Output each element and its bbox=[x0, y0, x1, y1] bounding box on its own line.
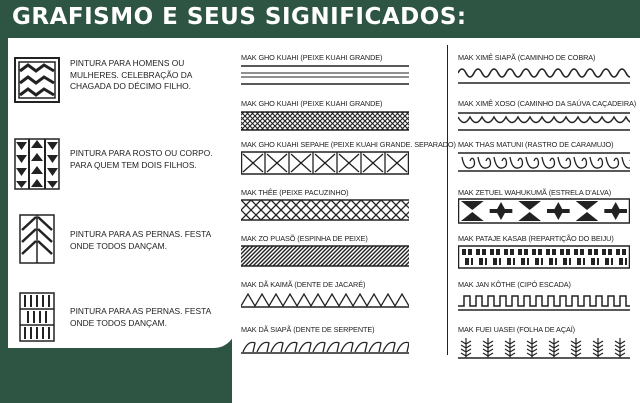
column-divider bbox=[447, 45, 448, 355]
card-description: PINTURA PARA HOMENS OU MULHERES. CELEBRAÇÃO DA CHAGADA DO DÉCIMO FILHO. bbox=[70, 58, 192, 91]
pattern-label: MAK DÃ KAIMÃ (DENTE DE JACARÉ) bbox=[241, 280, 366, 289]
card-men-women bbox=[8, 48, 236, 112]
grid-blocks-band-icon bbox=[458, 245, 630, 269]
vertical-ticks-pattern-icon bbox=[14, 292, 60, 342]
scallop-band-icon bbox=[458, 110, 630, 132]
pattern-label: MAK GHO KUAHI (PEIXE KUAHI GRANDE) bbox=[241, 99, 383, 108]
wave-band-icon bbox=[458, 64, 630, 86]
pattern-label: MAK ZETUEL WAHUKUMÃ (ESTRELA D'ALVA) bbox=[458, 188, 612, 197]
star-band-icon bbox=[458, 198, 630, 224]
pattern-label: MAK THAS MATUNI (RASTRO DE CARAMUJO) bbox=[458, 140, 614, 149]
pattern-label: MAK PATAJE KASAB (REPARTIÇÃO DO BEIJU) bbox=[458, 234, 614, 243]
pattern-label: MAK ZO PUASÕ (ESPINHA DE PEIXE) bbox=[241, 234, 368, 243]
card-description: PINTURA PARA AS PERNAS. FESTA ONDE TODOS DANÇAM. bbox=[70, 306, 211, 328]
diagonal-lines-pattern-icon bbox=[14, 214, 60, 264]
pattern-label: MAK GHO KUAHI (PEIXE KUAHI GRANDE) bbox=[241, 53, 383, 62]
double-line-band-icon bbox=[241, 64, 409, 86]
page-title: GRAFISMO E SEUS SIGNIFICADOS: bbox=[12, 4, 467, 30]
card-face-body bbox=[8, 128, 236, 200]
card-legs-2 bbox=[8, 284, 236, 348]
pattern-label: MAK DÃ SIAPÃ (DENTE DE SERPENTE) bbox=[241, 325, 375, 334]
diagonal-hatch-band-icon bbox=[241, 245, 409, 267]
triangle-column-pattern-icon bbox=[14, 138, 60, 190]
pattern-label: MAK THÊE (PEIXE PACUZINHO) bbox=[241, 188, 349, 197]
serpent-teeth-band-icon bbox=[241, 337, 409, 357]
leaf-band-icon bbox=[458, 336, 630, 360]
pattern-label: MAK XIMÊ XOSO (CAMINHO DA SAÚVA CAÇADEIRA) bbox=[458, 99, 637, 108]
zigzag-box-pattern-icon bbox=[14, 57, 60, 103]
card-description: PINTURA PARA ROSTO OU CORPO. PARA QUEM TEM DOIS FILHOS. bbox=[70, 148, 213, 170]
pattern-label: MAK JAN KÔTHE (CIPÓ ESCADA) bbox=[458, 280, 571, 289]
square-wave-band-icon bbox=[458, 292, 630, 312]
loop-band-icon bbox=[458, 151, 630, 173]
card-legs-1 bbox=[8, 206, 236, 270]
crosshatch-band-icon bbox=[241, 110, 409, 132]
x-box-band-icon bbox=[241, 151, 409, 175]
pattern-label: MAK GHO KUAHI SEPAHE (PEIXE KUAHI GRANDE. SEPARADO) bbox=[241, 140, 456, 149]
sawtooth-band-icon bbox=[241, 291, 409, 311]
diamond-lattice-band-icon bbox=[241, 199, 409, 221]
pattern-label: MAK XIMÊ SIAPÃ (CAMINHO DE COBRA) bbox=[458, 53, 596, 62]
pattern-label: MAK FUEI UASEI (FOLHA DE AÇAÍ) bbox=[458, 325, 576, 334]
card-description: PINTURA PARA AS PERNAS. FESTA ONDE TODOS DANÇAM. bbox=[70, 229, 211, 251]
